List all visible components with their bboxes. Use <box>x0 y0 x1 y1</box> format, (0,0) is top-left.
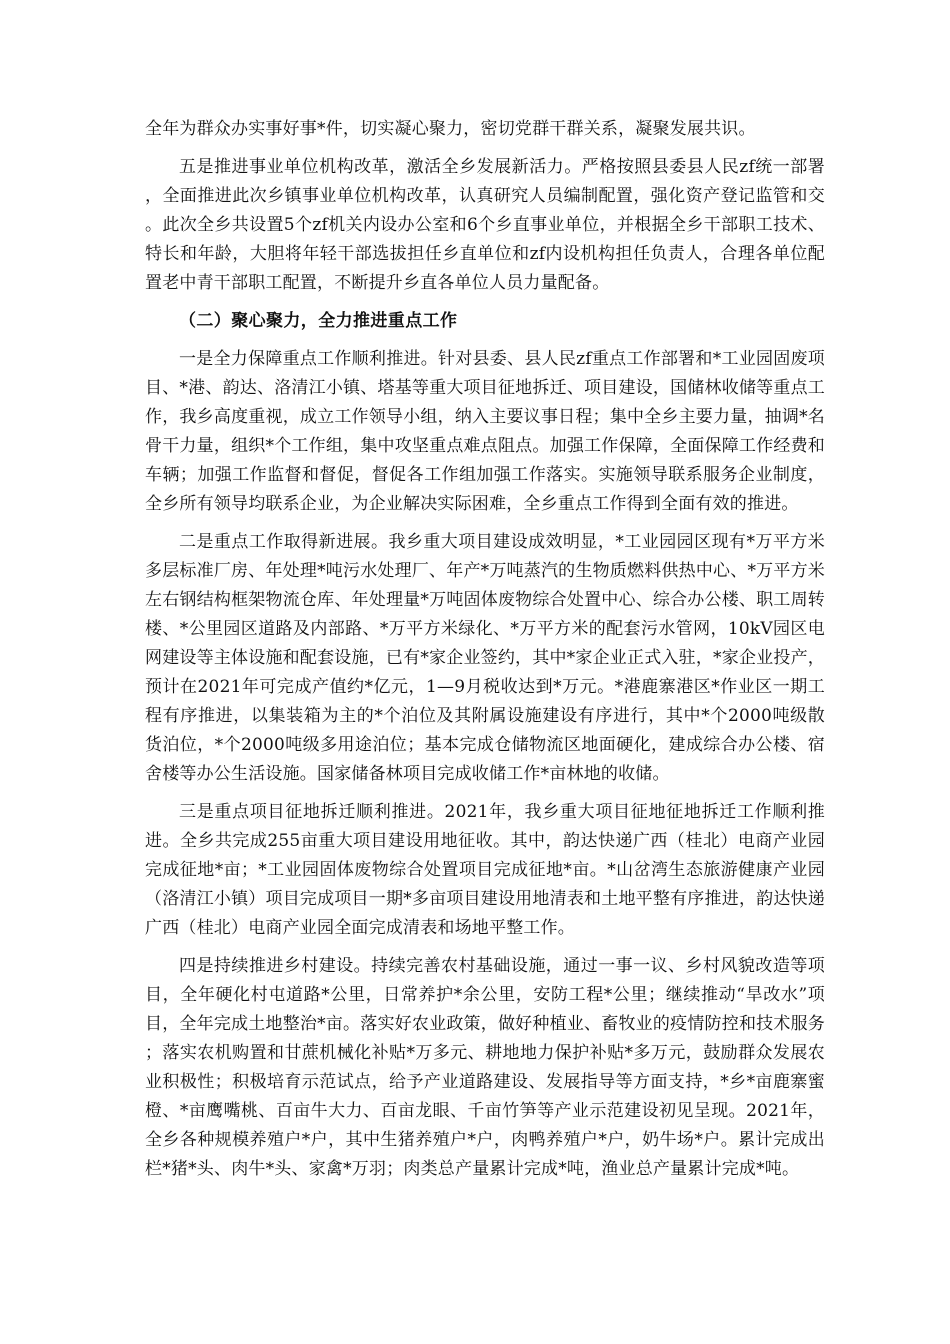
paragraph-continuation: 全年为群众办实事好事*件，切实凝心聚力，密切党群干群关系，凝聚发展共识。 <box>145 119 756 139</box>
paragraph-land-acquisition: 三是重点项目征地拆迁顺利推进。2021年，我乡重大项目征地征地拆迁工作顺利推进。全乡共完成255亩重大项目建设用地征收。其中，韵达快递广西（桂北）电商产业园完成征地*亩；*工业园固体废物综合处置项目完成征地*亩。*山岔湾生态旅游健康产业园（洛清江小镇）项目完成项目一期*多亩项目建设用地清表和土地平整有序推进，韵达快递广西（桂北）电商产业园全面完成清表和场地平整工作。 <box>145 802 825 938</box>
document-body <box>145 115 825 1193</box>
paragraph-key-work-guarantee: 一是全力保障重点工作顺利推进。针对县委、县人民zf重点工作部署和*工业园固废项目、*港、韵达、洛清江小镇、塔基等重大项目征地拆迁、项目建设，国储林收储等重点工作，我乡高度重视，成立工作领导小组，纳入主要议事日程；集中全乡主要力量，抽调*名骨干力量，组织*个工作组，集中攻坚重点难点阻点。加强工作保障，全面保障工作经费和车辆；加强工作监督和督促，督促各工作组加强工作落实。实施领导联系服务企业制度，全乡所有领导均联系企业，为企业解决实际困难，全乡重点工作得到全面有效的推进。 <box>145 349 825 514</box>
paragraph-institution-reform: 五是推进事业单位机构改革，激活全乡发展新活力。严格按照县委县人民zf统一部署，全面推进此次乡镇事业单位机构改革，认真研究人员编制配置，强化资产登记监管和交。此次全乡共设置5个zf机关内设办公室和6个乡直事业单位，并根据全乡干部职工技术、特长和年龄，大胆将年轻干部选拔担任乡直单位和zf内设机构担任负责人，合理各单位配置老中青干部职工配置，不断提升乡直各单位人员力量配备。 <box>145 157 825 293</box>
section-heading-key-work: （二）聚心聚力，全力推进重点工作 <box>179 311 458 331</box>
paragraph-rural-construction: 四是持续推进乡村建设。持续完善农村基础设施，通过一事一议、乡村风貌改造等项目，全年硬化村屯道路*公里，日常养护*余公里，安防工程*公里；继续推动“旱改水”项目，全年完成土地整治*亩。落实好农业政策，做好种植业、畜牧业的疫情防控和技术服务；落实农机购置和甘蔗机械化补贴*万多元、耕地地力保护补贴*多万元，鼓励群众发展农业积极性；积极培育示范试点，给予产业道路建设、发展指导等方面支持，*乡*亩鹿寨蜜橙、*亩鹰嘴桃、百亩牛大力、百亩龙眼、千亩竹笋等产业示范建设初见呈现。2021年，全乡各种规模养殖户*户，其中生猪养殖户*户，肉鸭养殖户*户，奶牛场*户。累计完成出栏*猪*头、肉牛*头、家禽*万羽；肉类总产量累计完成*吨，渔业总产量累计完成*吨。 <box>145 956 825 1179</box>
paragraph-key-work-progress: 二是重点工作取得新进展。我乡重大项目建设成效明显，*工业园园区现有*万平方米多层标准厂房、年处理*吨污水处理厂、年产*万吨蒸汽的生物质燃料供热中心、*万平方米左右钢结构框架物流仓库、年处理量*万吨固体废物综合处置中心、综合办公楼、职工周转楼、*公里园区道路及内部路、*万平方米绿化、*万平方米的配套污水管网，10kV园区电网建设等主体设施和配套设施，已有*家企业签约，其中*家企业正式入驻，*家企业投产，预计在2021年可完成产值约*亿元，1—9月税收达到*万元。*港鹿寨港区*作业区一期工程有序推进，以集装箱为主的*个泊位及其附属设施建设有序进行，其中*个2000吨级散货泊位，*个2000吨级多用途泊位；基本完成仓储物流区地面硬化，建成综合办公楼、宿舍楼等办公生活设施。国家储备林项目完成收储工作*亩林地的收储。 <box>145 532 825 784</box>
